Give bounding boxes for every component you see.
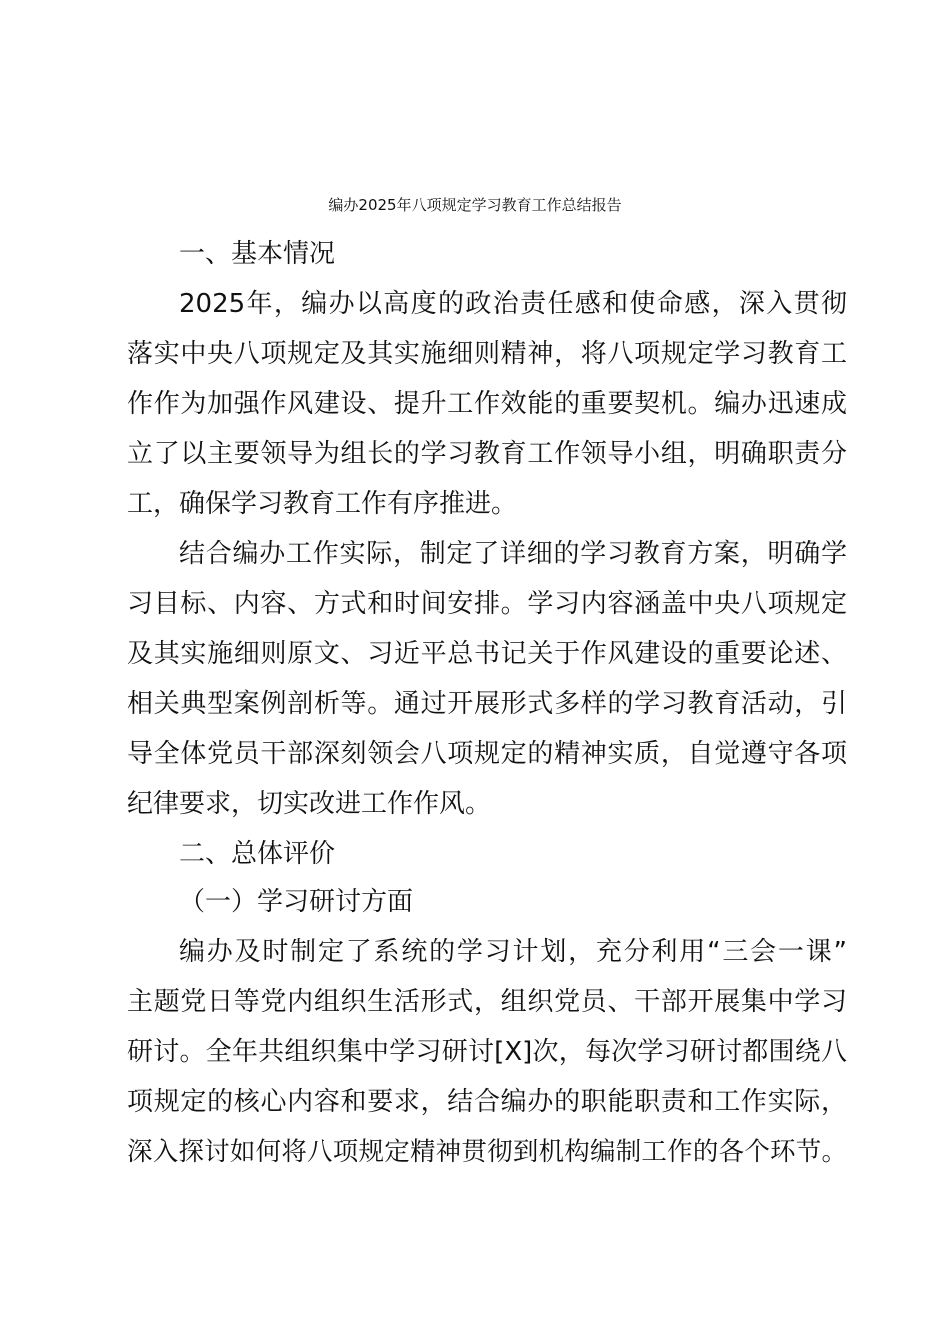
paragraph-line: 作作为加强作风建设、提升工作效能的重要契机。编办迅速成: [127, 389, 847, 419]
paragraph-line: 主题党日等党内组织生活形式，组织党员、干部开展集中学习: [127, 987, 847, 1017]
paragraph-line: 相关典型案例剖析等。通过开展形式多样的学习教育活动，引: [127, 689, 847, 719]
paragraph-line: 纪律要求，切实改进工作作风。: [127, 789, 492, 819]
paragraph-line: 落实中央八项规定及其实施细则精神，将八项规定学习教育工: [127, 339, 847, 369]
paragraph-line: 习目标、内容、方式和时间安排。学习内容涵盖中央八项规定: [127, 589, 847, 619]
paragraph-line: 及其实施细则原文、习近平总书记关于作风建设的重要论述、: [127, 639, 847, 669]
paragraph-line: 项规定的核心内容和要求，结合编办的职能职责和工作实际，: [127, 1087, 847, 1117]
section-heading-basic-situation: 一、基本情况: [179, 239, 336, 269]
paragraph-line: 编办及时制定了系统的学习计划，充分利用“三会一课”: [179, 937, 847, 967]
document-title: 编办2025年八项规定学习教育工作总结报告: [328, 196, 622, 214]
section-heading-overall-evaluation: 二、总体评价: [179, 839, 336, 869]
paragraph-line: 立了以主要领导为组长的学习教育工作领导小组，明确职责分: [127, 439, 847, 469]
paragraph-line: 研讨。全年共组织集中学习研讨[X]次，每次学习研讨都围绕八: [127, 1037, 847, 1067]
paragraph-line: 深入探讨如何将八项规定精神贯彻到机构编制工作的各个环节。: [127, 1137, 847, 1167]
paragraph-line: 2025年，编办以高度的政治责任感和使命感，深入贯彻: [179, 289, 847, 319]
paragraph-line: 工，确保学习教育工作有序推进。: [127, 489, 518, 519]
paragraph-line: 结合编办工作实际，制定了详细的学习教育方案，明确学: [179, 539, 847, 569]
subsection-heading-study-discussion: （一）学习研讨方面: [179, 887, 414, 917]
paragraph-line: 导全体党员干部深刻领会八项规定的精神实质，自觉遵守各项: [127, 739, 847, 769]
